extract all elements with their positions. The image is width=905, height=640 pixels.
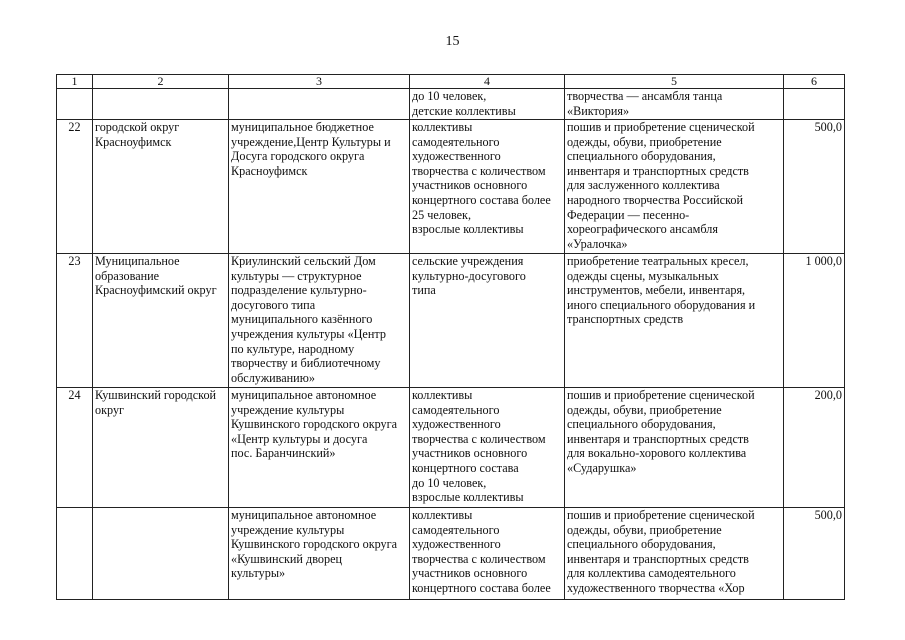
- header-cell-4: 4: [410, 75, 565, 89]
- municipality-cell: Муниципальное образование Красноуфимский округ: [93, 254, 229, 388]
- collective-type-cell: сельские учреждения культурно-досугового типа: [410, 254, 565, 388]
- header-cell-2: 2: [93, 75, 229, 89]
- institution-cell: муниципальное бюджетное учреждение,Центр Культуры и Досуга городского округа Красноуфимск: [229, 120, 410, 254]
- purpose-cell: приобретение театральных кресел, одежды сцены, музыкальных инструментов, мебели, инвентаря, иного специального оборудования и транспортных средств: [565, 254, 784, 388]
- row-number: 24: [57, 388, 93, 508]
- municipality-cell: Кушвинский городской округ: [93, 388, 229, 508]
- amount-cell: 1 000,0: [784, 254, 845, 388]
- purpose-cell: пошив и приобретение сценической одежды, обуви, приобретение специального оборудования, инвентаря и транспортных средств для коллектива самодеятельного художественного творчества «Хор: [565, 508, 784, 600]
- header-cell-5: 5: [565, 75, 784, 89]
- table-row: [57, 388, 845, 508]
- row-number: [57, 508, 93, 600]
- table-header-row: [57, 75, 845, 89]
- institution-cell: муниципальное автономное учреждение культуры Кушвинского городского округа «Центр культуры и досуга пос. Баранчинский»: [229, 388, 410, 508]
- municipality-cell: городской округ Красноуфимск: [93, 120, 229, 254]
- table-row: [57, 89, 845, 120]
- header-cell-1: 1: [57, 75, 93, 89]
- collective-type-cell: коллективы самодеятельного художественного творчества с количеством участников основного концертного состава более: [410, 508, 565, 600]
- institution-cell: Криулинский сельский Дом культуры — структурное подразделение культурно- досугового типа муниципального казённого учреждения культуры «Центр по культуре, народному творчеству и библиотечному обслуживанию»: [229, 254, 410, 388]
- page-number: 15: [445, 34, 460, 49]
- collective-type-cell: коллективы самодеятельного художественного творчества с количеством участников основного концертного состава до 10 человек, взрослые коллективы: [410, 388, 565, 508]
- amount-cell: 500,0: [784, 508, 845, 600]
- amount-cell: 200,0: [784, 388, 845, 508]
- collective-type-cell: до 10 человек, детские коллективы: [410, 89, 565, 120]
- purpose-cell: пошив и приобретение сценической одежды, обуви, приобретение специального оборудования, инвентаря и транспортных средств для вокально-хорового коллектива «Сударушка»: [565, 388, 784, 508]
- municipality-cell: [93, 89, 229, 120]
- header-cell-6: 6: [784, 75, 845, 89]
- table-row: [57, 120, 845, 254]
- table-row: [57, 508, 845, 600]
- institution-cell: [229, 89, 410, 120]
- amount-cell: [784, 89, 845, 120]
- purpose-cell: творчества — ансамбля танца «Виктория»: [565, 89, 784, 120]
- purpose-cell: пошив и приобретение сценической одежды, обуви, приобретение специального оборудования, инвентаря и транспортных средств для заслуженного коллектива народного творчества Российской Федерации — песенно- хореографического ансамбля «Уралочка»: [565, 120, 784, 254]
- table-row: [57, 254, 845, 388]
- header-cell-3: 3: [229, 75, 410, 89]
- funding-table: [56, 74, 845, 600]
- row-number: 23: [57, 254, 93, 388]
- row-number: [57, 89, 93, 120]
- municipality-cell: [93, 508, 229, 600]
- row-number: 22: [57, 120, 93, 254]
- amount-cell: 500,0: [784, 120, 845, 254]
- institution-cell: муниципальное автономное учреждение культуры Кушвинского городского округа «Кушвинский дворец культуры»: [229, 508, 410, 600]
- collective-type-cell: коллективы самодеятельного художественного творчества с количеством участников основного концертного состава более 25 человек, взрослые коллективы: [410, 120, 565, 254]
